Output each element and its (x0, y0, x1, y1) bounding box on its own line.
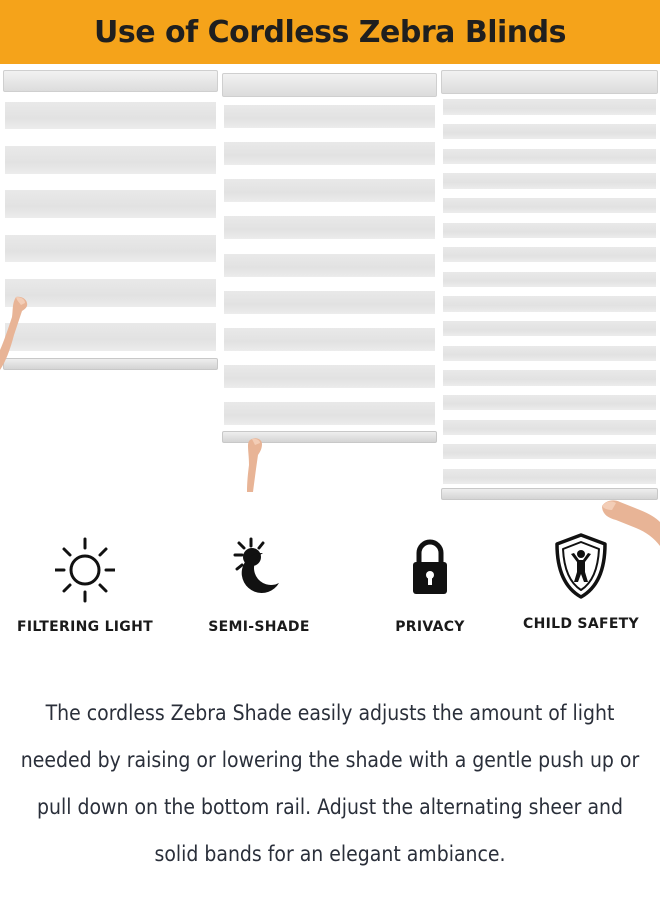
solid-band (443, 223, 656, 238)
solid-band (5, 235, 216, 262)
solid-band (5, 190, 216, 217)
feature-label: CHILD SAFETY (523, 616, 639, 632)
solid-band (224, 105, 435, 128)
solid-band (224, 142, 435, 165)
blind-fabric (224, 97, 435, 431)
blind-short (3, 70, 218, 300)
solid-band (5, 279, 216, 306)
moon-sun-icon (229, 535, 289, 595)
headrail (3, 70, 218, 92)
solid-band (224, 291, 435, 314)
solid-band (443, 296, 656, 311)
solid-band (5, 146, 216, 173)
hand-left (0, 295, 34, 375)
solid-band (443, 346, 656, 361)
solid-band (224, 402, 435, 425)
feature-label: FILTERING LIGHT (17, 619, 153, 635)
solid-band (224, 365, 435, 388)
solid-band (443, 272, 656, 287)
solid-band (443, 198, 656, 213)
blind-fabric (5, 92, 216, 358)
bottom-rail[interactable] (3, 358, 218, 370)
solid-band (443, 444, 656, 459)
sun-icon (55, 535, 115, 605)
solid-band (443, 395, 656, 410)
feature-label: SEMI-SHADE (208, 619, 310, 635)
solid-band (224, 328, 435, 351)
child-shield-icon (551, 532, 611, 600)
lock-icon (400, 535, 460, 597)
solid-band (224, 179, 435, 202)
blind-long (441, 70, 658, 502)
solid-band (443, 420, 656, 435)
page-title: Use of Cordless Zebra Blinds (94, 14, 566, 50)
solid-band (5, 323, 216, 350)
feature-privacy (350, 535, 510, 645)
headrail (441, 70, 658, 94)
solid-band (224, 216, 435, 239)
solid-band (443, 321, 656, 336)
solid-band (443, 149, 656, 164)
solid-band (443, 247, 656, 262)
solid-band (443, 469, 656, 484)
title-banner (0, 0, 660, 64)
description-text: The cordless Zebra Shade easily adjusts the amount of light needed by raising or lowering the shade with a gentle push up or pull down on the bottom rail. Adjust the alternating sheer and solid bands for an elegant ambiance. (20, 701, 640, 866)
headrail (222, 73, 437, 97)
feature-child-safety (501, 532, 660, 642)
solid-band (443, 124, 656, 139)
solid-band (443, 370, 656, 385)
feature-filtering-light (5, 535, 165, 645)
feature-semi-shade (179, 535, 339, 645)
solid-band (5, 102, 216, 129)
feature-label: PRIVACY (395, 619, 465, 635)
blind-fabric (443, 94, 656, 488)
hand-center (240, 437, 270, 492)
solid-band (224, 254, 435, 277)
solid-band (443, 173, 656, 188)
solid-band (443, 99, 656, 114)
blind-medium (222, 73, 437, 445)
